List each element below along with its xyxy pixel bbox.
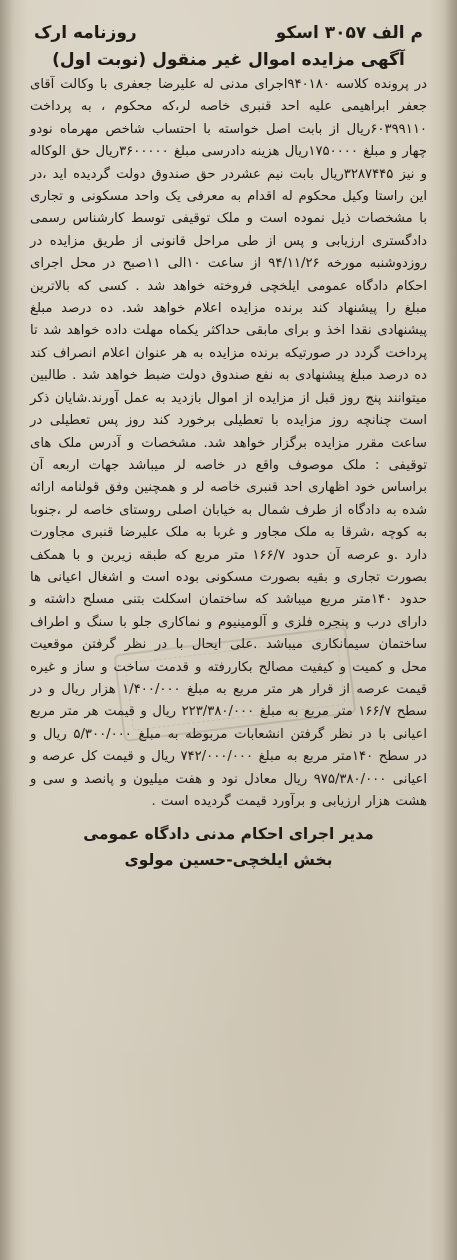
- clipping-header: [34, 22, 423, 44]
- signature-title: مدیر اجرای احکام مدنی دادگاه عمومی: [83, 825, 374, 844]
- notice-body: در پرونده کلاسه ۹۴۰۱۸۰اجرای مدنی له علیرضا جعفری با وکالت آقای جعفر ابراهیمی علیه احد قنبری خاصه لر،که محکوم ، به پرداخت ۶۰۳۹۹۱۱۰ریال از بابت اصل خواسته با احتساب شاخص مهرماه نودو چهار و مبلغ ۱۷۵۰۰۰۰ریال هزینه دادرسی مبلغ ۳۶۰۰۰۰۰ریال حق الوکاله و نیز ۳۲۸۷۴۴۵ریال بابت نیم عشردر حق صندوق دولت گردیده اید ،در این راستا وکیل محکوم له اقدام به معرفی یک واحد مسکونی و تجاری با مشخصات ذیل نموده است و ملک توقیفی توسط کارشناس رسمی دادگستری ارزیابی و پس از طی مراحل قانونی از طریق مزایده در روزدوشنبه مورخه ۹۴/۱۱/۲۶ از ساعت ۱۰الی ۱۱صبح در محل اجرای احکام دادگاه عمومی ایلخچی فروخته خواهد شد . کسی که بالاترین مبلغ را پیشنهاد کند برنده مزایده اعلام خواهد شد. ده درصد مبلغ پیشنهادی نقدا اخذ و برای مابقی حداکثر یکماه مهلت داده خواهد شد تا پرداخت گردد در صورتیکه برنده مزایده به هر عنوان اعلام انصراف کند ده درصد مبلغ پیشنهادی به نفع صندوق دولت ضبط خواهد شد . طالبین میتوانند پنج روز قبل از مزایده از اموال بازدید به عمل آورند.شایان ذکر است چنانچه روز مزایده با تعطیلی برخورد کند روز پس تعطیلی در ساعت مقرر مزایده برگزار خواهد شد. مشخصات و آدرس ملک های توقیفی : ملک موصوف واقع در خاصه لر میباشد جهات اربعه آن براساس خود اظهاری احد قنبری خاصه لر و همچنین وفق قولنامه ارائه شده به دادگاه از طرف شمال به خیابان اصلی روستای خاصه لر ،جنوبا به کوچه ،شرقا به ملک مجاور و غربا به ملک علیرضا قنبری مجاورت دارد .و عرصه آن حدود ۱۶۶/۷ متر مربع که طبقه زیرین و با همکف بصورت تجاری و بقیه بصورت مسکونی بوده است و اشغال اعیانی ها حدود ۱۴۰متر مربع میباشد که ساختمان اسکلت بتنی مسلح داشته و دارای درب و پنجره فلزی و آلومینیوم و نماکاری جلو با سنگ و اطراف ساختمان سیمانکاری میباشد .علی ایحال با در نظر گرفتن موقعیت محل و کمیت و کیفیت مصالح بکاررفته و قدمت ساخت و ساز و غیره قیمت عرصه از قرار هر متر مربع به مبلغ ۱/۴۰۰/۰۰۰ هزار ریال و در سطح ۱۶۶/۷ متر مربع به مبلغ ۲۲۳/۳۸۰/۰۰۰ ریال و قیمت هر متر مربع اعیانی با در نظر گرفتن انشعابات مربوطه به مبلغ ۵/۳۰۰/۰۰۰ ریال و در سطح ۱۴۰متر مربع به مبلغ ۷۴۲/۰۰۰/۰۰۰ ریال و قیمت کل عرصه و اعیانی ۹۷۵/۳۸۰/۰۰۰ ریال معادل نود و هفت میلیون و پانصد و سی و هشت هزار ارزیابی و برآورد قیمت گردیده است .: [30, 77, 428, 809]
- signature-block: [30, 821, 427, 873]
- notice-title: آگهی مزایده اموال غیر منقول (نوبت اول): [52, 50, 405, 70]
- newspaper-name: روزنامه ارک: [34, 23, 137, 43]
- signature-name: بخش ایلخچی-حسین مولوی: [124, 851, 333, 870]
- reference-number: م الف ۳۰۵۷ اسکو: [275, 23, 423, 43]
